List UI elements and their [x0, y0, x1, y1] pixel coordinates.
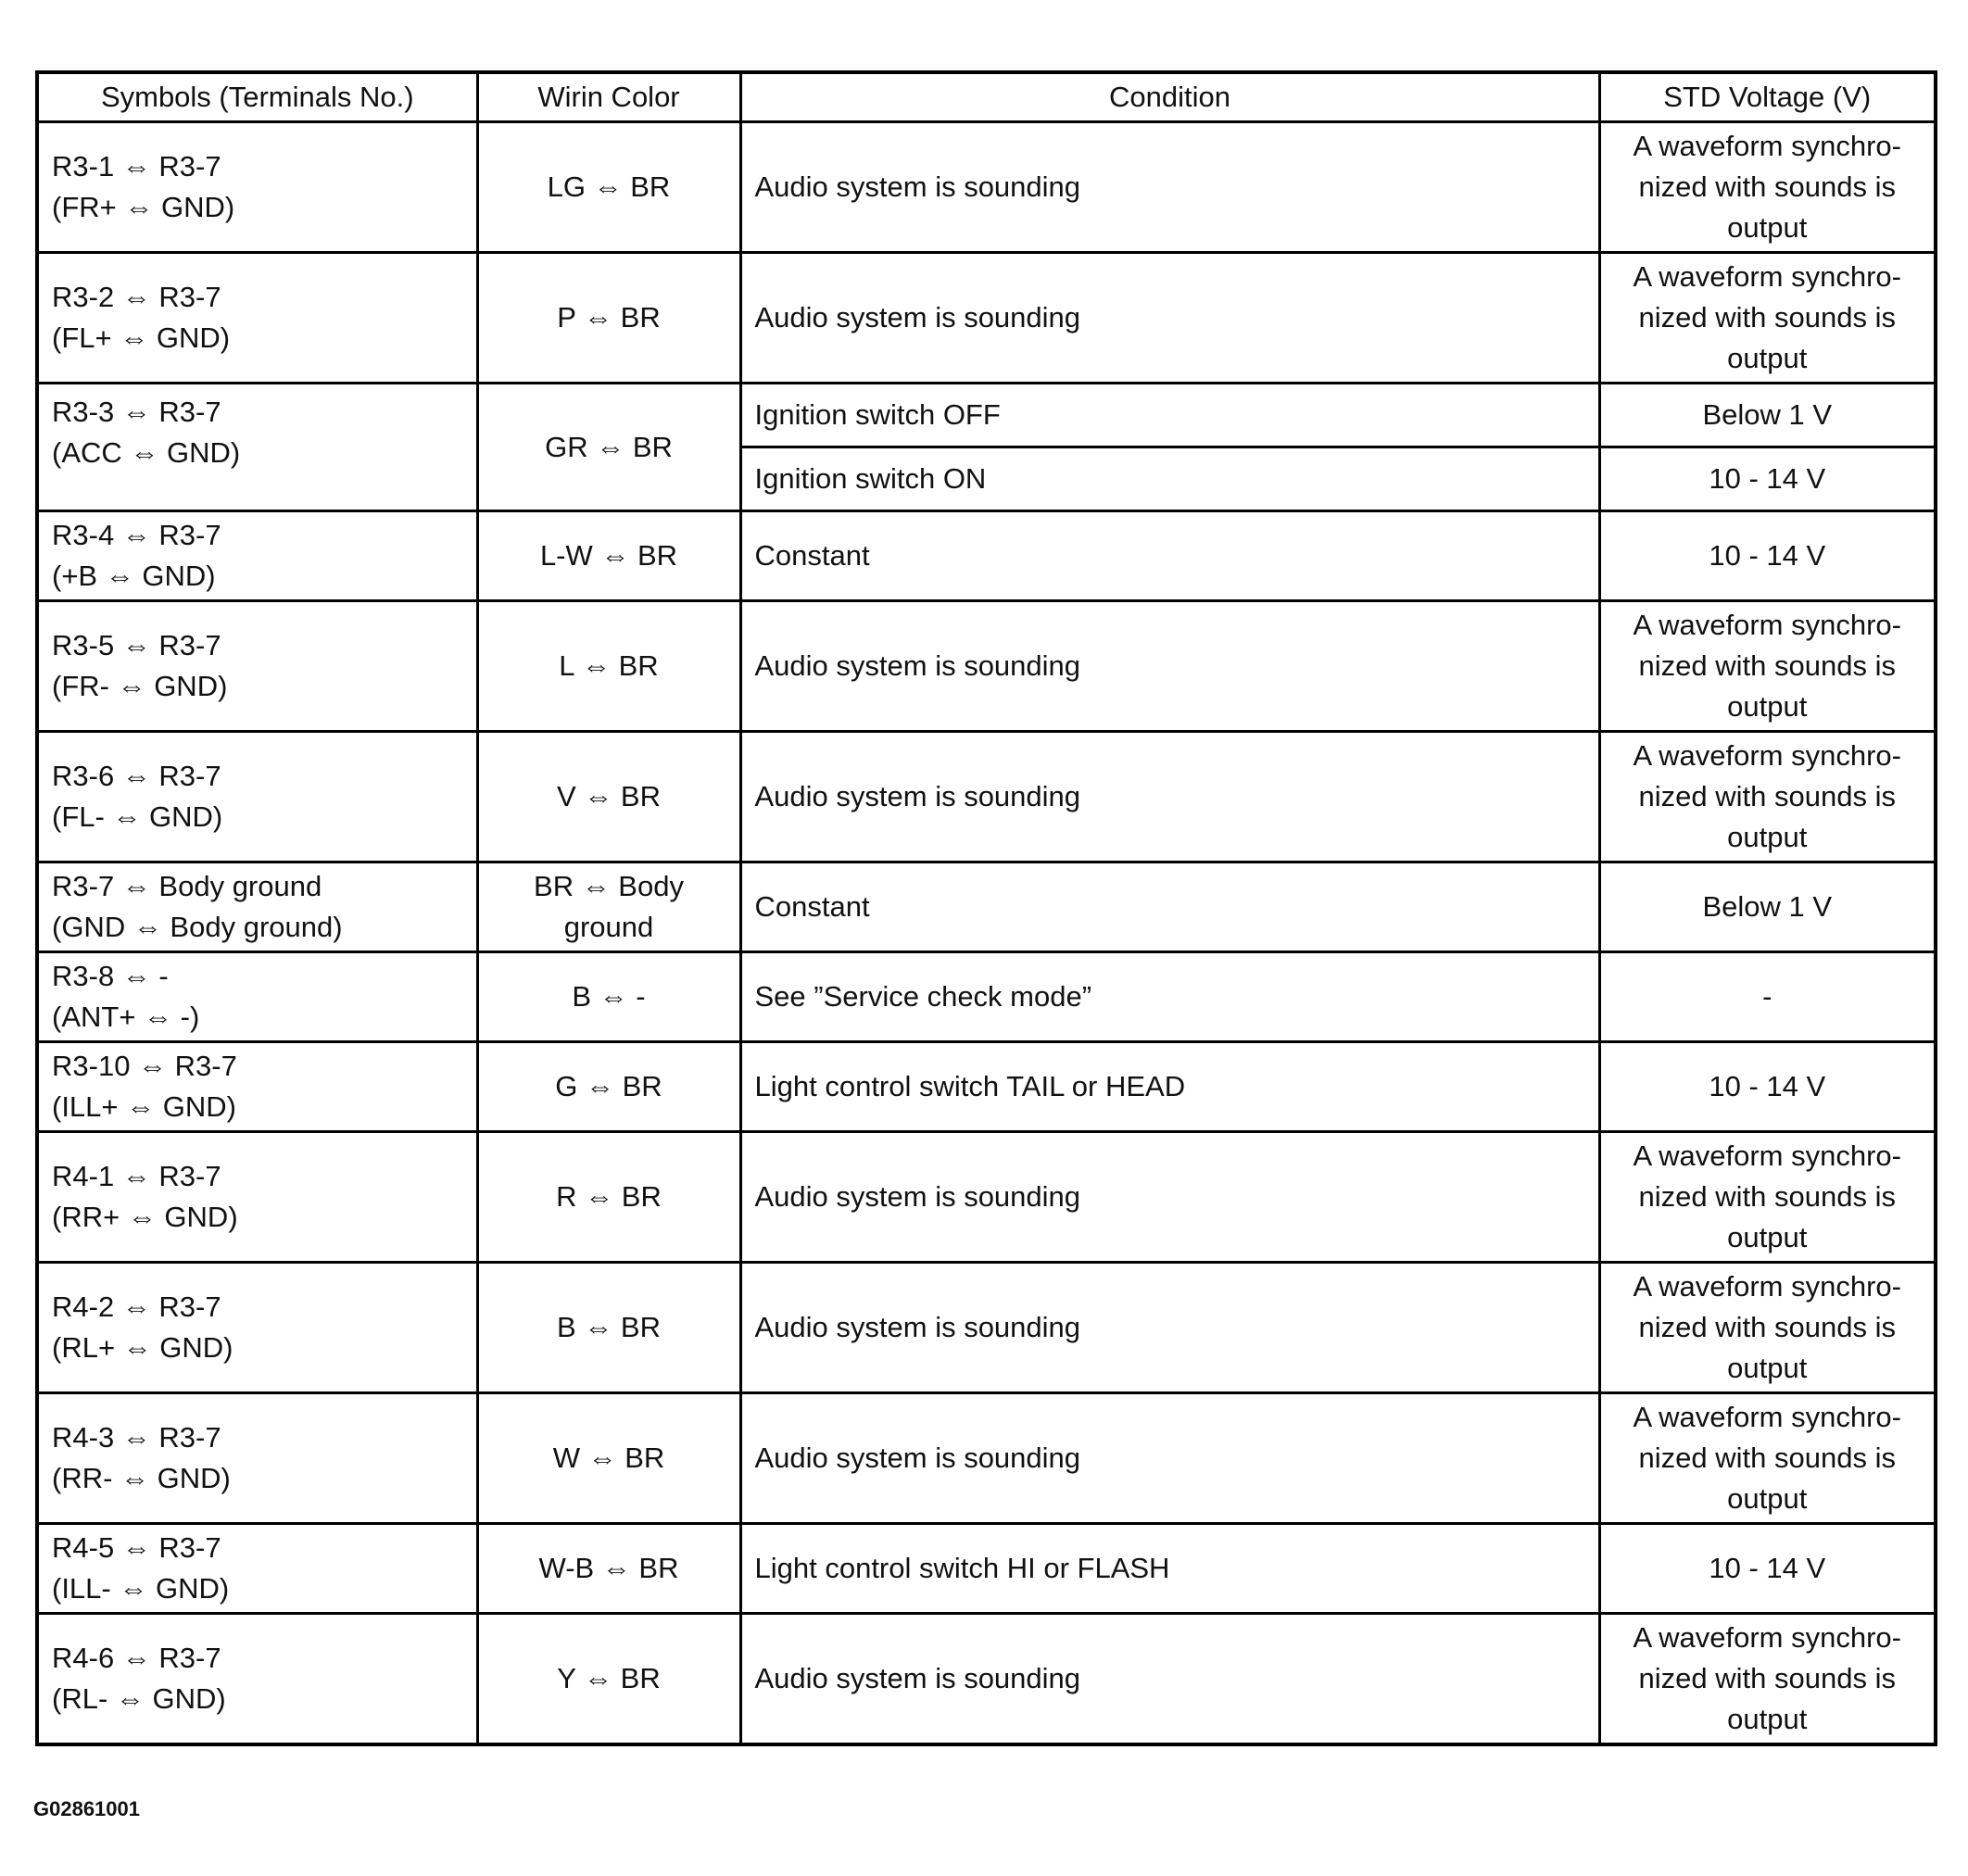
header-std-voltage: STD Voltage (V): [1599, 72, 1936, 122]
std-voltage-cell: 10 - 14 V: [1599, 1524, 1936, 1614]
condition-cell: Ignition switch ON: [740, 447, 1599, 511]
std-voltage-cell: A waveform synchro-nized with sounds is output: [1599, 122, 1936, 253]
std-voltage-cell: 10 - 14 V: [1599, 511, 1936, 601]
terminal-number: R3-7 ⇔ Body ground: [52, 870, 322, 902]
terminal-symbol-cell: [37, 1042, 477, 1132]
terminal-signal: (GND ⇔ Body ground): [52, 911, 343, 943]
terminal-signal: (ILL+ ⇔ GND): [52, 1090, 236, 1123]
terminal-number: R3-6 ⇔ R3-7: [52, 760, 221, 792]
terminal-signal: (ANT+ ⇔ -): [52, 1001, 200, 1033]
terminal-voltage-table: [35, 70, 1937, 1746]
terminal-number: R3-4 ⇔ R3-7: [52, 519, 221, 551]
std-voltage-cell: -: [1599, 952, 1936, 1042]
terminal-number: R4-5 ⇔ R3-7: [52, 1531, 221, 1564]
std-voltage-cell: A waveform synchro-nized with sounds is output: [1599, 1263, 1936, 1393]
header-condition: Condition: [740, 72, 1599, 122]
terminal-symbol-cell: [37, 122, 477, 253]
condition-cell: Ignition switch OFF: [740, 384, 1599, 447]
table-row: [37, 1042, 1936, 1132]
terminal-symbol-cell: [37, 952, 477, 1042]
wire-color-cell: W-B ⇔ BR: [477, 1524, 740, 1614]
terminal-signal: (RR- ⇔ GND): [52, 1462, 231, 1494]
terminal-signal: (RL- ⇔ GND): [52, 1682, 226, 1715]
condition-cell: Audio system is sounding: [740, 1132, 1599, 1263]
condition-cell: Audio system is sounding: [740, 1263, 1599, 1393]
terminal-symbol-cell: [37, 384, 477, 511]
terminal-symbol-cell: [37, 1263, 477, 1393]
header-symbols: Symbols (Terminals No.): [37, 72, 477, 122]
std-voltage-cell: A waveform synchro-nized with sounds is output: [1599, 1393, 1936, 1524]
std-voltage-cell: A waveform synchro-nized with sounds is output: [1599, 253, 1936, 384]
wire-color-cell: W ⇔ BR: [477, 1393, 740, 1524]
std-voltage-cell: A waveform synchro-nized with sounds is output: [1599, 732, 1936, 862]
terminal-signal: (FR+ ⇔ GND): [52, 191, 235, 223]
terminal-number: R3-8 ⇔ -: [52, 960, 169, 992]
wire-color-cell: L ⇔ BR: [477, 601, 740, 732]
header-wire-color: Wirin Color: [477, 72, 740, 122]
terminal-signal: (FL+ ⇔ GND): [52, 321, 231, 354]
terminal-number: R4-2 ⇔ R3-7: [52, 1291, 221, 1323]
terminal-symbol-cell: [37, 732, 477, 862]
wire-color-cell: BR ⇔ Body ground: [477, 862, 740, 952]
wire-color-cell: L-W ⇔ BR: [477, 511, 740, 601]
terminal-number: R4-3 ⇔ R3-7: [52, 1421, 221, 1454]
terminal-number: R3-3 ⇔ R3-7: [52, 396, 221, 428]
condition-cell: Constant: [740, 511, 1599, 601]
condition-cell: Audio system is sounding: [740, 253, 1599, 384]
terminal-symbol-cell: [37, 1132, 477, 1263]
wire-color-cell: B ⇔ -: [477, 952, 740, 1042]
figure-code: G02861001: [33, 1797, 140, 1820]
terminal-signal: (RR+ ⇔ GND): [52, 1201, 238, 1233]
table-row: [37, 384, 1936, 447]
wire-color-cell: Y ⇔ BR: [477, 1614, 740, 1745]
table-row: [37, 1132, 1936, 1263]
terminal-symbol-cell: [37, 862, 477, 952]
table-row: [37, 1393, 1936, 1524]
wire-color-cell: GR ⇔ BR: [477, 384, 740, 511]
std-voltage-cell: 10 - 14 V: [1599, 447, 1936, 511]
terminal-number: R3-5 ⇔ R3-7: [52, 629, 221, 661]
condition-cell: Audio system is sounding: [740, 732, 1599, 862]
terminal-signal: (RL+ ⇔ GND): [52, 1331, 233, 1364]
table-row: [37, 1263, 1936, 1393]
table-header-row: [37, 72, 1936, 122]
condition-cell: Constant: [740, 862, 1599, 952]
wire-color-cell: R ⇔ BR: [477, 1132, 740, 1263]
table-row: [37, 1524, 1936, 1614]
terminal-number: R3-1 ⇔ R3-7: [52, 150, 221, 183]
terminal-symbol-cell: [37, 601, 477, 732]
std-voltage-cell: A waveform synchro-nized with sounds is output: [1599, 601, 1936, 732]
terminal-signal: (+B ⇔ GND): [52, 560, 216, 592]
std-voltage-cell: Below 1 V: [1599, 862, 1936, 952]
terminal-signal: (FL- ⇔ GND): [52, 800, 223, 833]
terminal-symbol-cell: [37, 253, 477, 384]
condition-cell: Audio system is sounding: [740, 601, 1599, 732]
wire-color-cell: LG ⇔ BR: [477, 122, 740, 253]
table-row: [37, 601, 1936, 732]
terminal-symbol-cell: [37, 1524, 477, 1614]
terminal-symbol-cell: [37, 1614, 477, 1745]
wire-color-cell: P ⇔ BR: [477, 253, 740, 384]
wire-color-cell: B ⇔ BR: [477, 1263, 740, 1393]
std-voltage-cell: Below 1 V: [1599, 384, 1936, 447]
condition-cell: Light control switch TAIL or HEAD: [740, 1042, 1599, 1132]
terminal-signal: (ILL- ⇔ GND): [52, 1572, 230, 1605]
wire-color-cell: V ⇔ BR: [477, 732, 740, 862]
terminal-number: R3-10 ⇔ R3-7: [52, 1050, 237, 1082]
terminal-symbol-cell: [37, 511, 477, 601]
terminal-number: R4-6 ⇔ R3-7: [52, 1642, 221, 1674]
terminal-signal: (ACC ⇔ GND): [52, 436, 241, 469]
condition-cell: See ”Service check mode”: [740, 952, 1599, 1042]
condition-cell: Audio system is sounding: [740, 122, 1599, 253]
terminal-symbol-cell: [37, 1393, 477, 1524]
terminal-number: R3-2 ⇔ R3-7: [52, 281, 221, 313]
table-row: [37, 253, 1936, 384]
table-row: [37, 1614, 1936, 1745]
table-row: [37, 952, 1936, 1042]
condition-cell: Audio system is sounding: [740, 1393, 1599, 1524]
table-row: [37, 732, 1936, 862]
table-row: [37, 862, 1936, 952]
wire-color-cell: G ⇔ BR: [477, 1042, 740, 1132]
std-voltage-cell: A waveform synchro-nized with sounds is output: [1599, 1132, 1936, 1263]
table-row: [37, 122, 1936, 253]
condition-cell: Light control switch HI or FLASH: [740, 1524, 1599, 1614]
std-voltage-cell: A waveform synchro-nized with sounds is output: [1599, 1614, 1936, 1745]
table-row: [37, 511, 1936, 601]
std-voltage-cell: 10 - 14 V: [1599, 1042, 1936, 1132]
terminal-number: R4-1 ⇔ R3-7: [52, 1160, 221, 1192]
condition-cell: Audio system is sounding: [740, 1614, 1599, 1745]
terminal-signal: (FR- ⇔ GND): [52, 670, 228, 702]
